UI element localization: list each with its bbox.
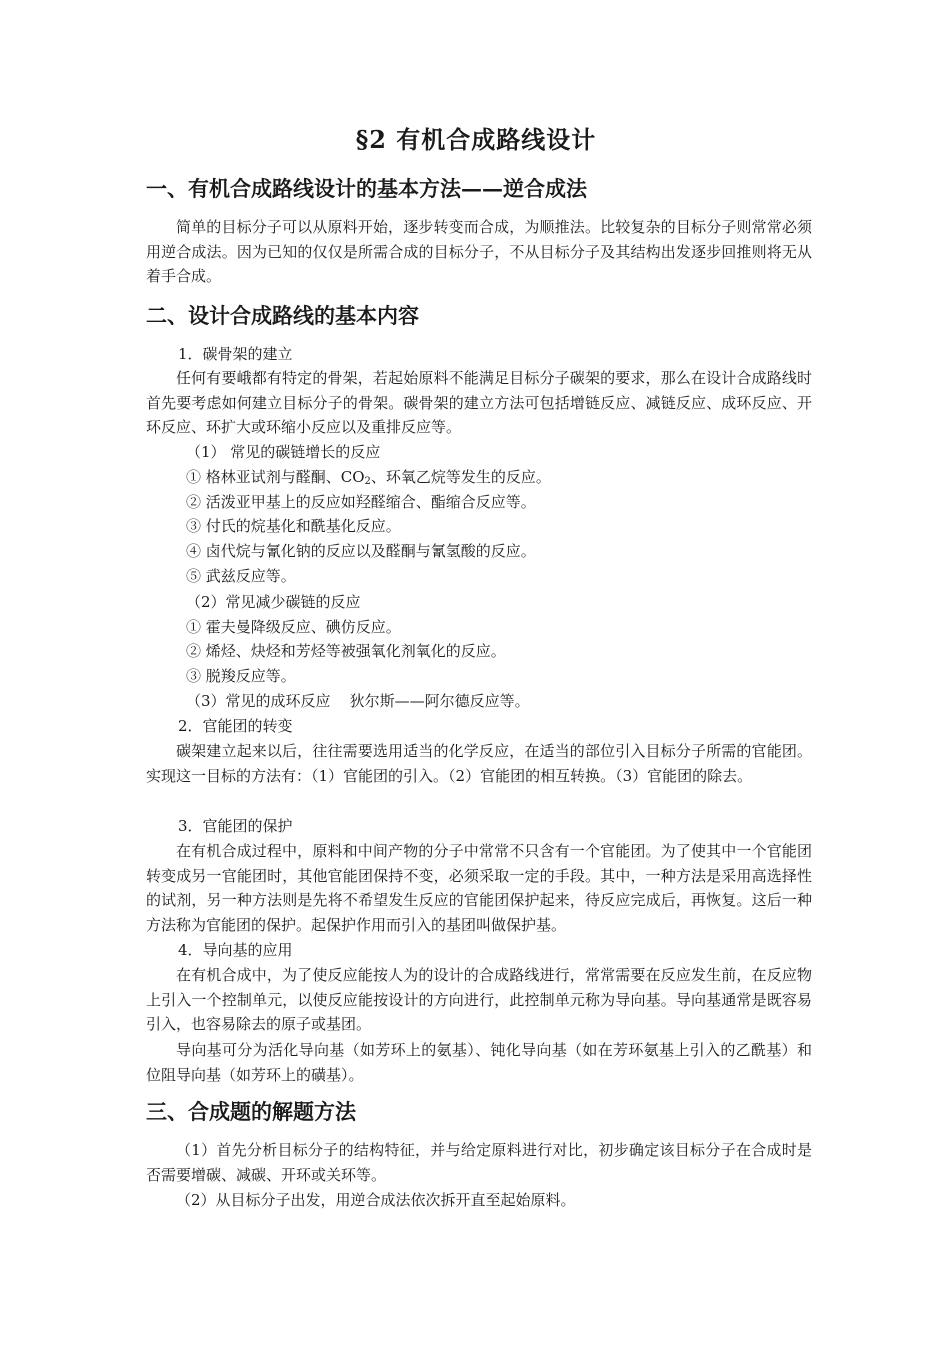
sub-1-item: ② 活泼亚甲基上的反应如羟醛缩合、酯缩合反应等。 [186,493,536,511]
item-4-title: 4．导向基的应用 [178,941,293,959]
section-1-heading: 一、有机合成路线设计的基本方法——逆合成法 [146,176,587,201]
sub-1-item: ③ 付氏的烷基化和酰基化反应。 [186,517,401,535]
item-2-paragraph: 碳架建立起来以后，往往需要选用适当的化学反应，在适当的部位引入目标分子所需的官能团。实现这一目标的方法有：（1）官能团的引入。（2）官能团的相互转换。（3）官能团的除去。 [146,742,812,785]
sub-1-item: ① 格林亚试剂与醛酮、$CO_2$、环氧乙烷等发生的反应。 [186,468,551,487]
sub-1-item: ④ 卤代烷与氰化钠的反应以及醛酮与氰氢酸的反应。 [186,542,536,560]
sub-1-item: ⑤ 武兹反应等。 [186,567,296,585]
sub-2-item: ① 霍夫曼降级反应、碘仿反应。 [186,618,401,636]
sub-2-item: ② 烯烃、炔烃和芳烃等被强氧化剂氧化的反应。 [186,642,506,660]
section-1-paragraph: 简单的目标分子可以从原料开始，逐步转变而合成，为顺推法。比较复杂的目标分子则常常必须用逆合成法。因为已知的仅仅是所需合成的目标分子，不从目标分子及其结构出发逐步回推则将无从着手合成。 [146,218,812,285]
sub-2-item: ③ 脱羧反应等。 [186,667,296,685]
sub-2-title: （2）常见减少碳链的反应 [186,593,361,611]
item-3-paragraph: 在有机合成过程中，原料和中间产物的分子中常常不只含有一个官能团。为了使其中一个官能团转变成另一官能团时，其他官能团保持不变，必须采取一定的手段。其中，一种方法是采用高选择性的试剂，另一种方法则是先将不希望发生反应的官能团保护起来，待反应完成后，再恢复。这后一种方法称为官能团的保护。起保护作用而引入的基团叫做保护基。 [146,842,812,934]
section-2-heading: 二、设计合成路线的基本内容 [146,303,419,328]
item-4-paragraph: 导向基可分为活化导向基（如芳环上的氨基）、钝化导向基（如在芳环氨基上引入的乙酰基）和位阻导向基（如芳环上的磺基）。 [146,1041,812,1084]
page-title: §2 有机合成路线设计 [355,125,597,154]
section-3-paragraph: （2）从目标分子出发，用逆合成法依次拆开直至起始原料。 [176,1191,576,1209]
item-2-title: 2．官能团的转变 [178,717,293,735]
section-3-paragraph: （1）首先分析目标分子的结构特征，并与给定原料进行对比，初步确定该目标分子在合成时是否需要增碳、减碳、开环或关环等。 [146,1141,812,1184]
item-1-paragraph: 任何有要峨都有特定的骨架，若起始原料不能满足目标分子碳架的要求，那么在设计合成路线时首先要考虑如何建立目标分子的骨架。碳骨架的建立方法可包括增链反应、减链反应、成环反应、开环反应、环扩大或环缩小反应以及重排反应等。 [146,369,812,436]
sub-1-title: （1） 常见的碳链增长的反应 [186,443,381,461]
item-1-title: 1．碳骨架的建立 [178,345,293,363]
sub-3-line: （3）常见的成环反应 狄尔斯——阿尔德反应等。 [186,692,530,710]
item-4-paragraph: 在有机合成中，为了使反应能按人为的设计的合成路线进行，常常需要在反应发生前，在反应物上引入一个控制单元，以使反应能按设计的方向进行，此控制单元称为导向基。导向基通常是既容易引入，也容易除去的原子或基团。 [146,966,812,1033]
item-3-title: 3．官能团的保护 [178,817,293,835]
section-3-heading: 三、合成题的解题方法 [146,1099,356,1124]
